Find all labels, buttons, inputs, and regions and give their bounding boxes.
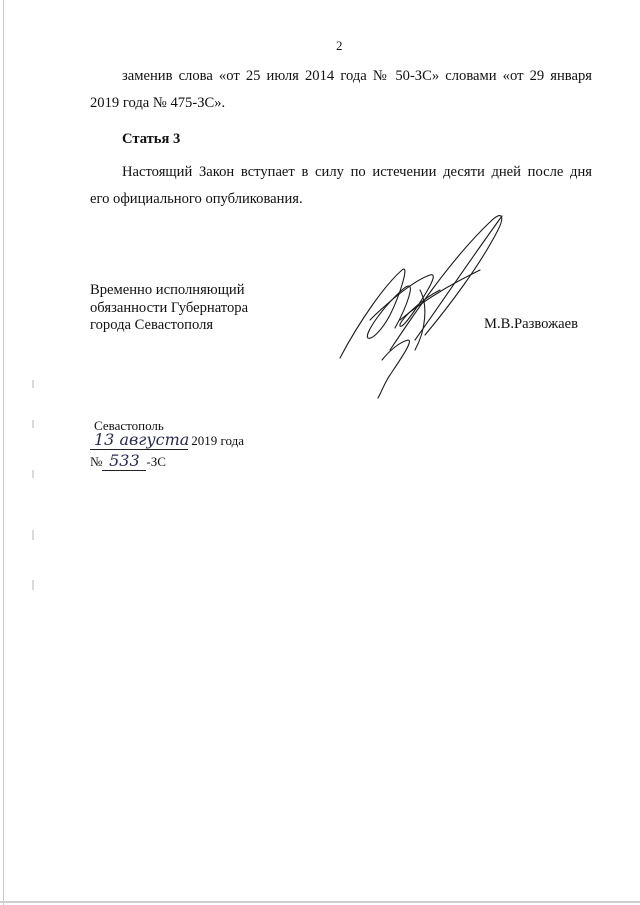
law-number bbox=[90, 451, 166, 471]
handwritten-number: 533 bbox=[102, 451, 146, 471]
page-number: 2 bbox=[336, 38, 343, 53]
signatory-name: М.В.Развожаев bbox=[484, 316, 579, 332]
amendment-paragraph bbox=[90, 63, 592, 117]
handwritten-date: 13 августа bbox=[90, 430, 188, 450]
article-line-2: его официального опубликования. bbox=[90, 191, 303, 207]
number-sign: № bbox=[90, 454, 103, 469]
article-heading: Статья 3 bbox=[122, 131, 181, 147]
scan-margin-marks bbox=[31, 380, 37, 600]
article-line-1: Настоящий Закон вступает в силу по истечении десяти дней после дня bbox=[122, 164, 592, 180]
signatory-position-line-2: обязанности Губернатора bbox=[90, 299, 249, 316]
amendment-line-1: заменив слова «от 25 июля 2014 года № 50-ЗС» словами «от 29 января bbox=[122, 68, 592, 84]
signatory-position-line-3: города Севастополя bbox=[90, 317, 214, 333]
signing-date bbox=[90, 430, 244, 450]
amendment-line-2: 2019 года № 475-ЗС». bbox=[90, 95, 226, 111]
signing-place: Севастополь bbox=[94, 418, 164, 433]
scan-edge-line bbox=[3, 0, 4, 905]
number-suffix: -ЗС bbox=[146, 454, 166, 469]
signatory-position-line-1: Временно исполняющий bbox=[90, 282, 245, 298]
handwritten-signature bbox=[330, 200, 520, 400]
signatory-position bbox=[90, 282, 248, 335]
scan-bottom-edge bbox=[0, 901, 640, 903]
date-year: 2019 года bbox=[191, 433, 245, 448]
